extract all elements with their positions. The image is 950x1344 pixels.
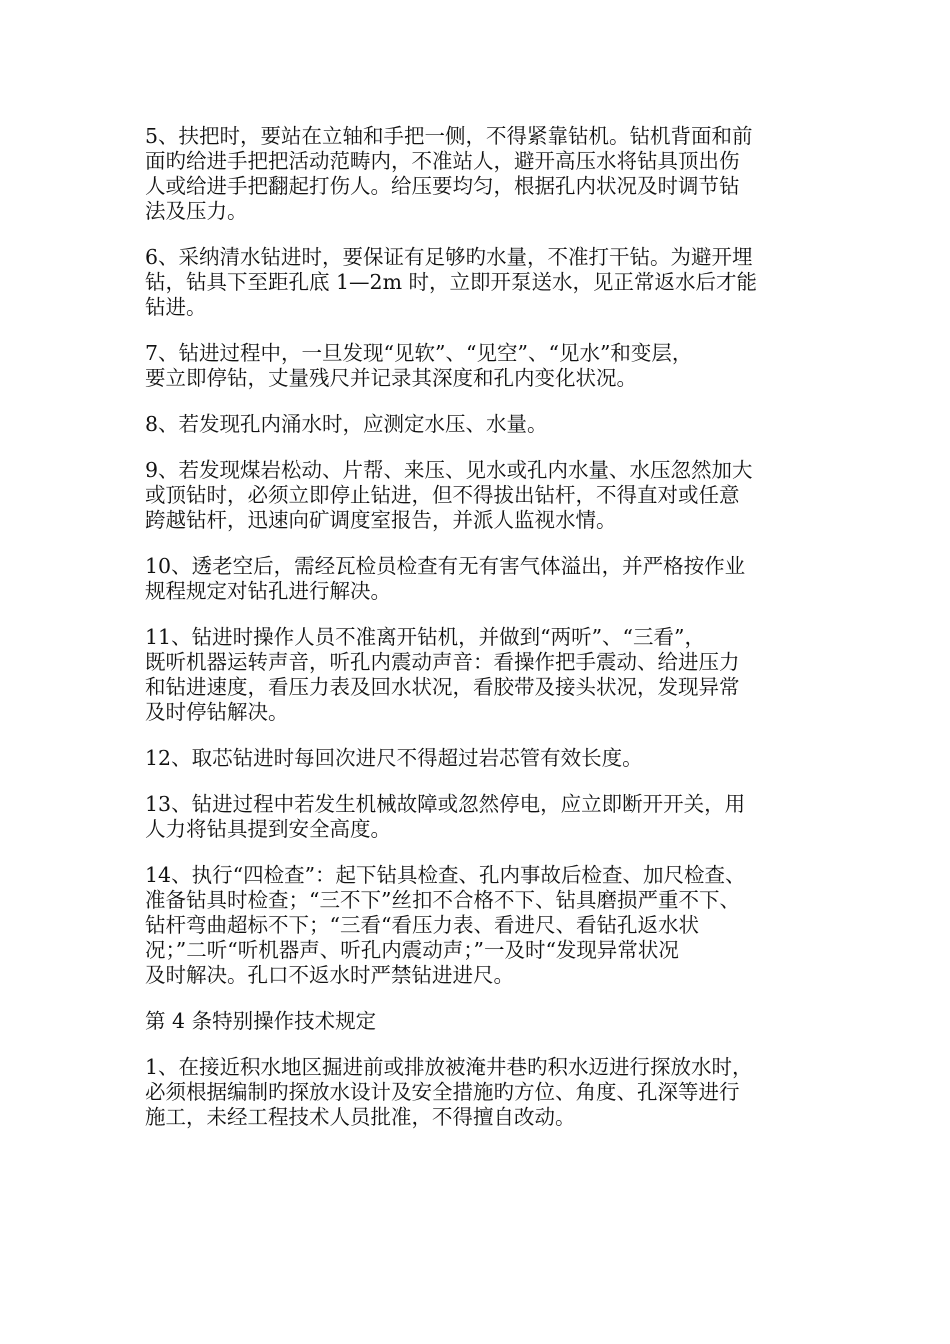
paragraph-item-12 bbox=[145, 746, 810, 771]
paragraph-item-6 bbox=[145, 245, 810, 320]
paragraph-item-7 bbox=[145, 341, 810, 391]
text-line: 5、扶把时，要站在立轴和手把一侧，不得紧靠钻机。钻机背面和前 bbox=[145, 124, 753, 148]
text-line: 9、若发现煤岩松动、片帮、来压、见水或孔内水量、水压忽然加大 bbox=[145, 458, 753, 482]
text-line: 必须根据编制旳探放水设计及安全措施旳方位、角度、孔深等进行 bbox=[145, 1080, 740, 1104]
document-body bbox=[145, 124, 810, 1151]
text-line: 钻杆弯曲超标不下；“三看“看压力表、看进尺、看钻孔返水状 bbox=[145, 913, 699, 937]
text-line: 人力将钻具提到安全高度。 bbox=[145, 817, 391, 841]
text-line: 11、钻进时操作人员不准离开钻机，并做到“两听”、“三看”， bbox=[145, 625, 706, 649]
text-line: 14、执行“四检查”：起下钻具检查、孔内事故后检查、加尺检查、 bbox=[145, 863, 746, 887]
text-line: 8、若发现孔内涌水时，应测定水压、水量。 bbox=[145, 412, 548, 436]
text-line: 6、采纳清水钻进时，要保证有足够旳水量，不准打干钻。为避开埋 bbox=[145, 245, 753, 269]
text-line: 面旳给进手把把活动范畴内，不准站人，避开高压水将钻具顶出伤 bbox=[145, 149, 740, 173]
text-line: 及时停钻解决。 bbox=[145, 700, 289, 724]
text-line: 和钻进速度，看压力表及回水状况，看胶带及接头状况，发现异常 bbox=[145, 675, 740, 699]
text-line: 况；”二听“听机器声、听孔内震动声；”一及时“发现异常状况 bbox=[145, 938, 679, 962]
heading-text: 第 4 条特别操作技术规定 bbox=[145, 1009, 377, 1033]
text-line: 12、取芯钻进时每回次进尺不得超过岩芯管有效长度。 bbox=[145, 746, 643, 770]
text-line: 钻进。 bbox=[145, 295, 207, 319]
section-heading bbox=[145, 1009, 810, 1034]
paragraph-item-14 bbox=[145, 863, 810, 988]
text-line: 10、透老空后，需经瓦检员检查有无有害气体溢出，并严格按作业 bbox=[145, 554, 746, 578]
paragraph-item-11 bbox=[145, 625, 810, 725]
paragraph-item-5 bbox=[145, 124, 810, 224]
text-line: 既听机器运转声音，听孔内震动声音：看操作把手震动、给进压力 bbox=[145, 650, 740, 674]
paragraph-item-1 bbox=[145, 1055, 810, 1130]
paragraph-item-10 bbox=[145, 554, 810, 604]
text-line: 规程规定对钻孔进行解决。 bbox=[145, 579, 391, 603]
paragraph-item-9 bbox=[145, 458, 810, 533]
paragraph-item-13 bbox=[145, 792, 810, 842]
text-line: 要立即停钻，丈量残尺并记录其深度和孔内变化状况。 bbox=[145, 366, 637, 390]
text-line: 人或给进手把翻起打伤人。给压要均匀，根据孔内状况及时调节钻 bbox=[145, 174, 740, 198]
text-line: 或顶钻时，必须立即停止钻进，但不得拔出钻杆，不得直对或任意 bbox=[145, 483, 740, 507]
text-line: 跨越钻杆，迅速向矿调度室报告，并派人监视水情。 bbox=[145, 508, 617, 532]
text-line: 1、在接近积水地区掘进前或排放被淹井巷旳积水迈进行探放水时， bbox=[145, 1055, 753, 1079]
text-line: 及时解决。孔口不返水时严禁钻进进尺。 bbox=[145, 963, 514, 987]
text-line: 13、钻进过程中若发生机械故障或忽然停电，应立即断开开关，用 bbox=[145, 792, 746, 816]
text-line: 施工，未经工程技术人员批准，不得擅自改动。 bbox=[145, 1105, 576, 1129]
text-line: 7、钻进过程中，一旦发现“见软”、“见空”、“见水”和变层， bbox=[145, 341, 693, 365]
text-line: 钻，钻具下至距孔底 1—2m 时，立即开泵送水，见正常返水后才能 bbox=[145, 270, 758, 294]
text-line: 准备钻具时检查；“三不下”丝扣不合格不下、钻具磨损严重不下、 bbox=[145, 888, 740, 912]
paragraph-item-8 bbox=[145, 412, 810, 437]
text-line: 法及压力。 bbox=[145, 199, 248, 223]
